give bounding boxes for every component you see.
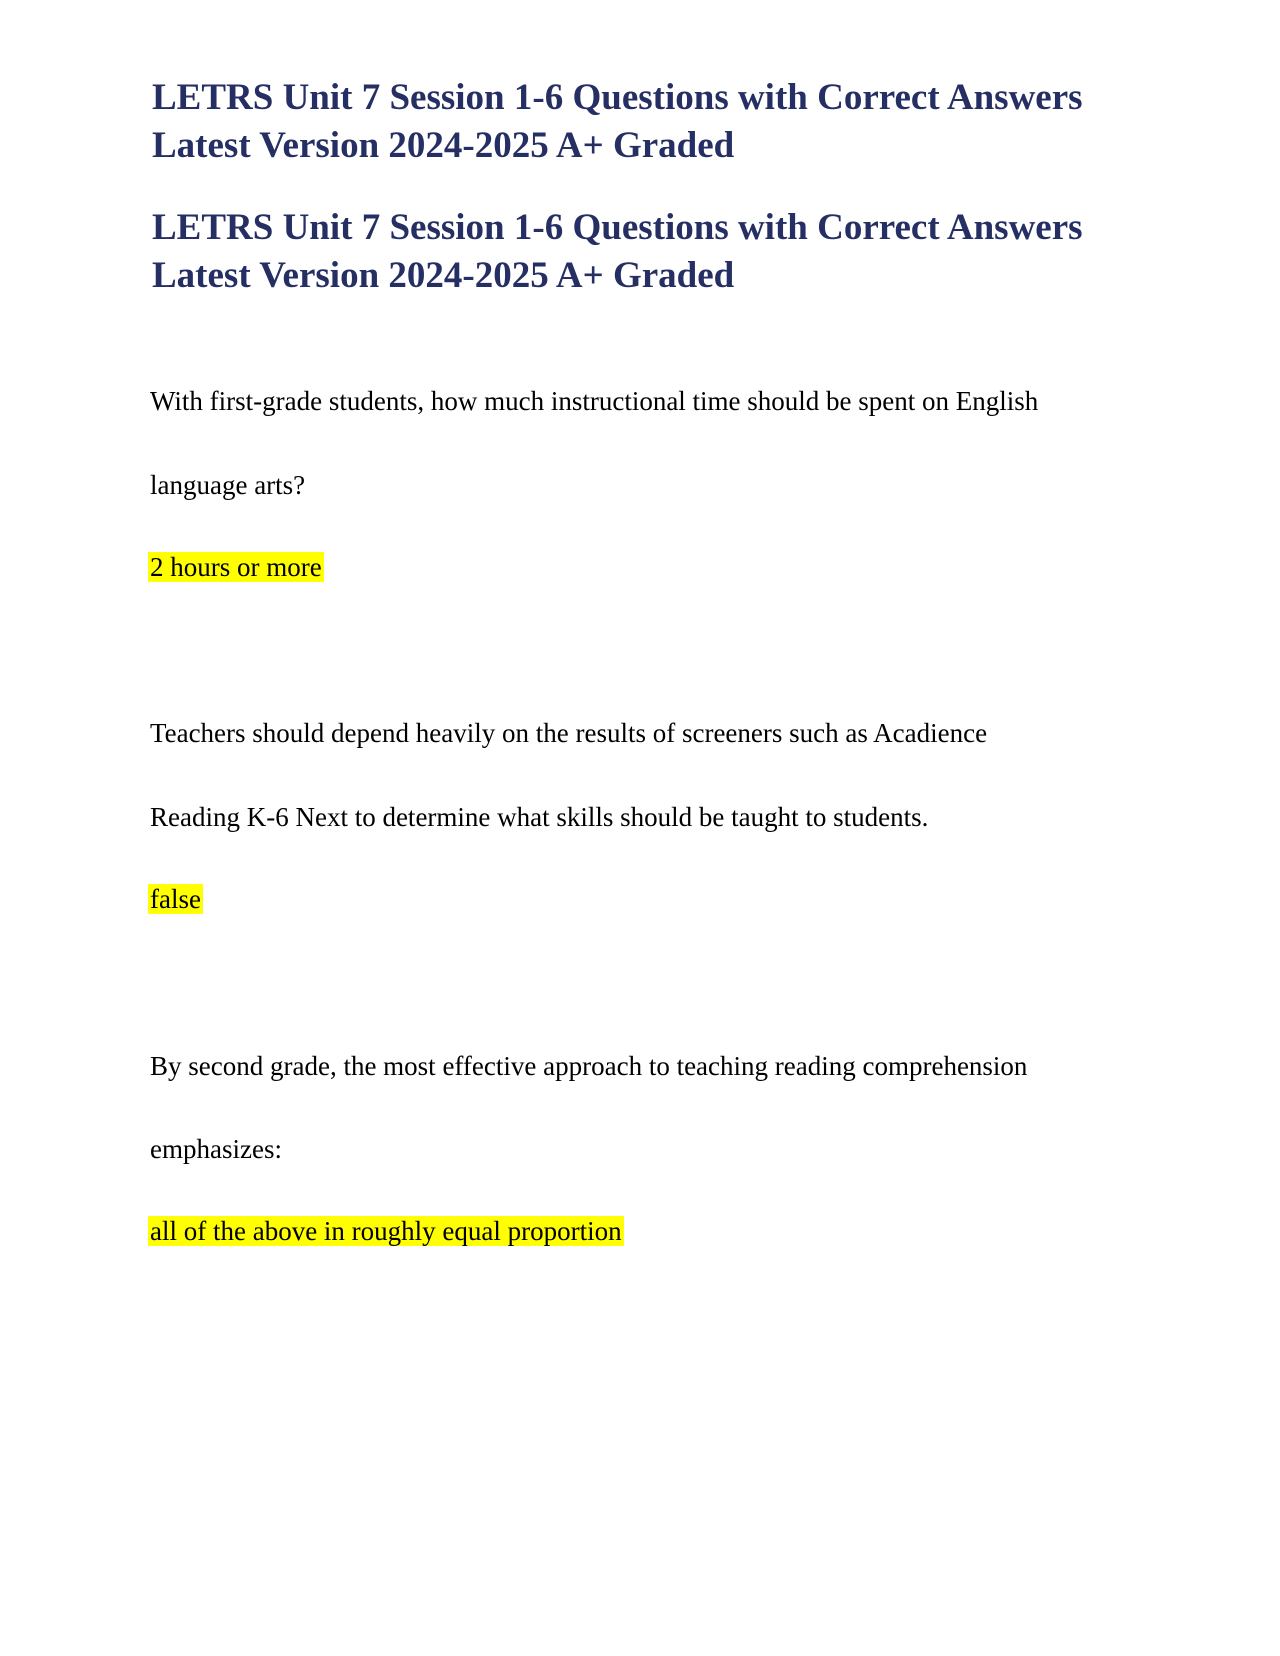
question-1-line-1: With first-grade students, how much instructional time should be spent on English <box>150 386 1039 416</box>
question-1-line-2: language arts? <box>150 470 306 500</box>
answer-3-highlight: all of the above in roughly equal proportion <box>150 1216 622 1246</box>
answer-2-highlight: false <box>150 884 201 914</box>
question-2-line-1: Teachers should depend heavily on the results of screeners such as Acadience <box>150 718 988 748</box>
question-3-line-2: emphasizes: <box>150 1134 282 1164</box>
answer-3 <box>148 1214 624 1248</box>
question-2-line-2: Reading K-6 Next to determine what skills should be taught to students. <box>150 802 929 832</box>
answer-2 <box>148 882 203 916</box>
answer-1-highlight: 2 hours or more <box>150 552 322 582</box>
question-3-line-1: By second grade, the most effective approach to teaching reading comprehension <box>150 1051 1028 1081</box>
answer-1 <box>148 550 324 584</box>
document-title: LETRS Unit 7 Session 1-6 Questions with Correct Answers Latest Version 2024-2025 A+ Graded <box>152 77 1083 166</box>
document-title-repeat: LETRS Unit 7 Session 1-6 Questions with Correct Answers Latest Version 2024-2025 A+ Graded <box>152 207 1083 296</box>
